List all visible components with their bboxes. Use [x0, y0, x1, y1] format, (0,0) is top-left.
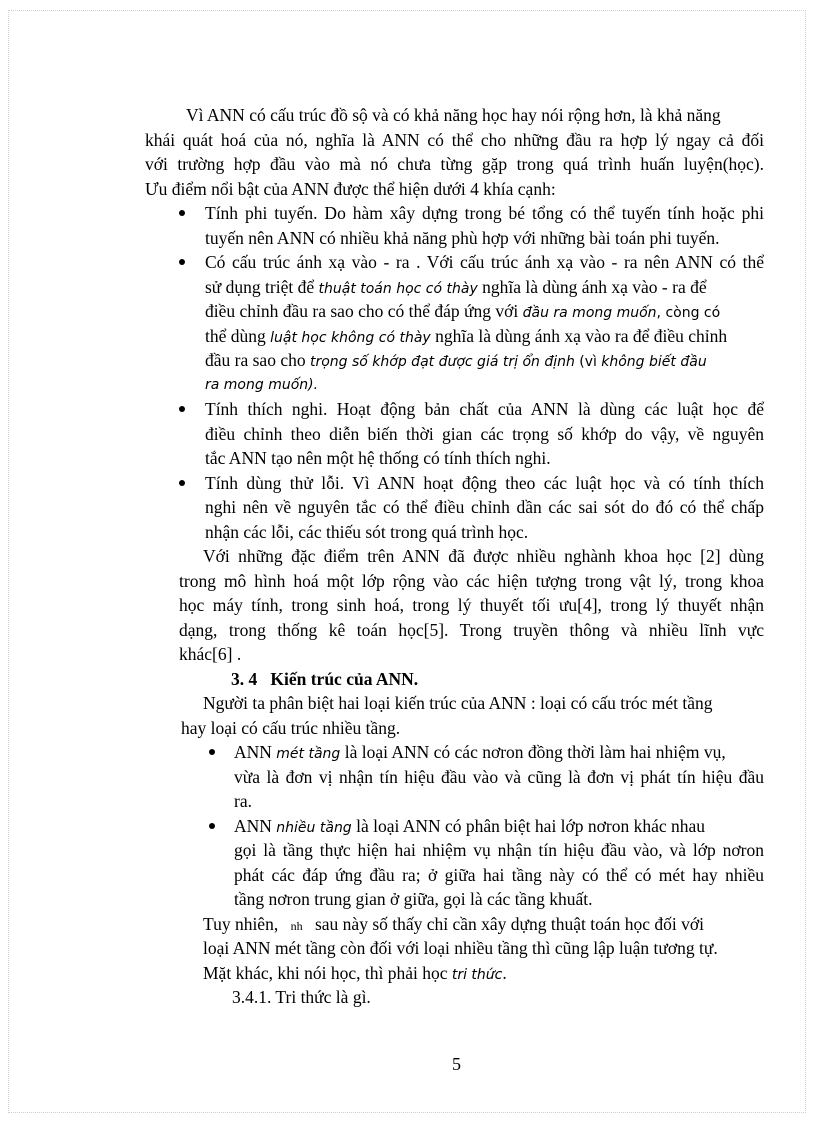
para4-line1: Tuy nhiên, nh sau này số thấy chỉ cần xây dựng thuật toán học đối với — [203, 913, 705, 934]
bullet-io-mapping — [182, 250, 764, 397]
para2-line4: dạng, trong thống kê toán học[5]. Trong truyền thông và nhiều lĩnh vực — [179, 619, 764, 640]
bullet-icon — [209, 823, 215, 829]
bullet5-line2: vừa là đơn vị nhận tín hiệu đầu vào và cũng là đơn vị phát tín hiệu đầu — [234, 766, 764, 787]
bullet2-line4: thể dùng luật học không có thày nghĩa là dùng ánh xạ vào ra để điều chỉnh — [205, 325, 728, 346]
bullet6-line4: tầng nơron trung gian ở giữa, gọi là các tầng khuất. — [234, 889, 593, 909]
para2-line3: học máy tính, trong sinh hoá, trong lý thuyết tối ưu[4], trong lý thuyết nhận — [179, 595, 764, 615]
section-heading: 3. 4 Kiến trúc của ANN. — [231, 668, 419, 689]
bullet3-line1: Tính thích nghi. Hoạt động bản chất của ANN là dùng các luật học để — [205, 399, 764, 419]
subsection-heading: 3.4.1. Tri thức là gì. — [232, 987, 371, 1007]
bullet3-line3: tắc ANN tạo nên một hệ thống có tính thích nghi. — [205, 448, 551, 468]
bullet-icon — [179, 259, 185, 265]
para3-line1: Người ta phân biệt hai loại kiến trúc của ANN : loại có cấu tróc mét tầng — [203, 693, 713, 713]
para1-line2: khái quát hoá của nó, nghĩa là ANN có thể cho những đầu ra hợp lý ngay cả đối — [145, 129, 764, 150]
para2-line1: Với những đặc điểm trên ANN đã được nhiều nghành khoa học [2] dùng — [203, 546, 764, 566]
bullet-single-layer — [182, 740, 764, 814]
para1-line4: Ưu điểm nổi bật của ANN được thể hiện dưới 4 khía cạnh: — [145, 178, 556, 199]
para4-line2: loại ANN mét tầng còn đối với loại nhiều tầng thì cũng lập luận tương tự. — [203, 938, 718, 958]
document-body — [145, 103, 764, 1010]
bullet2-line3: điều chỉnh đầu ra sao cho có thể đáp ứng với đầu ra mong muốn, còng có — [205, 301, 721, 321]
bullet-adaptive — [182, 397, 764, 471]
bullet3-line2: điều chỉnh theo diễn biến thời gian các trọng số khớp do vậy, về nguyên — [205, 423, 764, 444]
para2-line2: trong mô hình hoá một lớp rộng vào các hiện tượng trong vật lý, trong khoa — [179, 570, 764, 591]
bullet4-line3: nhận các lỗi, các thiếu sót trong quá trình học. — [205, 521, 529, 542]
bullet-nonlinear — [182, 201, 764, 250]
para1-line1: Vì ANN có cấu trúc đồ sộ và có khả năng học hay nói rộng hơn, là khả năng — [186, 105, 721, 125]
para3-line2: hay loại có cấu trúc nhiều tầng. — [181, 717, 401, 738]
bullet2-line5: đầu ra sao cho trọng số khớp đạt được giá trị ổn định (vì không biết đầu — [205, 350, 707, 370]
bullet-trial-error — [182, 471, 764, 545]
bullet6-line2: gọi là tầng thực hiện hai nhiệm vụ nhận tín hiệu đầu vào, và lớp nơron — [234, 840, 764, 860]
para4-line3: Mặt khác, khi nói học, thì phải học tri thức. — [203, 962, 507, 983]
bullet1-line2: tuyến nên ANN có nhiều khả năng phù hợp với những bài toán phi tuyến. — [205, 227, 720, 248]
para2-line5: khác[6] . — [179, 644, 242, 664]
bullet-icon — [179, 406, 185, 412]
para1-line3: với trường hợp đầu vào mà nó chưa từng gặp trong quá trình huấn luyện(học). — [145, 154, 764, 174]
bullet5-line1: ANN mét tầng là loại ANN có các nơron đồng thời làm hai nhiệm vụ, — [234, 742, 726, 762]
bullet6-line1: ANN nhiều tầng là loại ANN có phân biệt hai lớp nơron khác nhau — [234, 815, 706, 836]
bullet2-line1: Có cấu trúc ánh xạ vào - ra . Với cấu trúc ánh xạ vào - ra nên ANN có thể — [205, 252, 764, 272]
bullet6-line3: phát các đáp ứng đầu ra; ở giữa hai tầng này có thể có mét hay nhiều — [234, 864, 764, 885]
page-number: 5 — [452, 1054, 461, 1074]
bullet1-line1: Tính phi tuyến. Do hàm xây dựng trong bé tổng có thể tuyến tính hoặc phi — [205, 203, 764, 223]
bullet2-line6: ra mong muốn). — [205, 376, 319, 393]
bullet-icon — [179, 480, 185, 486]
bullet2-line2: sử dụng triệt để thuật toán học có thày nghĩa là dùng ánh xạ vào - ra để — [205, 276, 707, 297]
bullet4-line2: nghi nên về nguyên tắc có thể điều chỉnh dần các sai sót do đó có thể chấp — [205, 497, 764, 517]
bullet5-line3: ra. — [234, 791, 252, 811]
bullet4-line1: Tính dùng thử lỗi. Vì ANN hoạt động theo các luật học và có tính thích — [205, 472, 764, 493]
bullet-icon — [179, 210, 185, 216]
bullet-icon — [209, 749, 215, 755]
bullet-multi-layer — [182, 814, 764, 912]
